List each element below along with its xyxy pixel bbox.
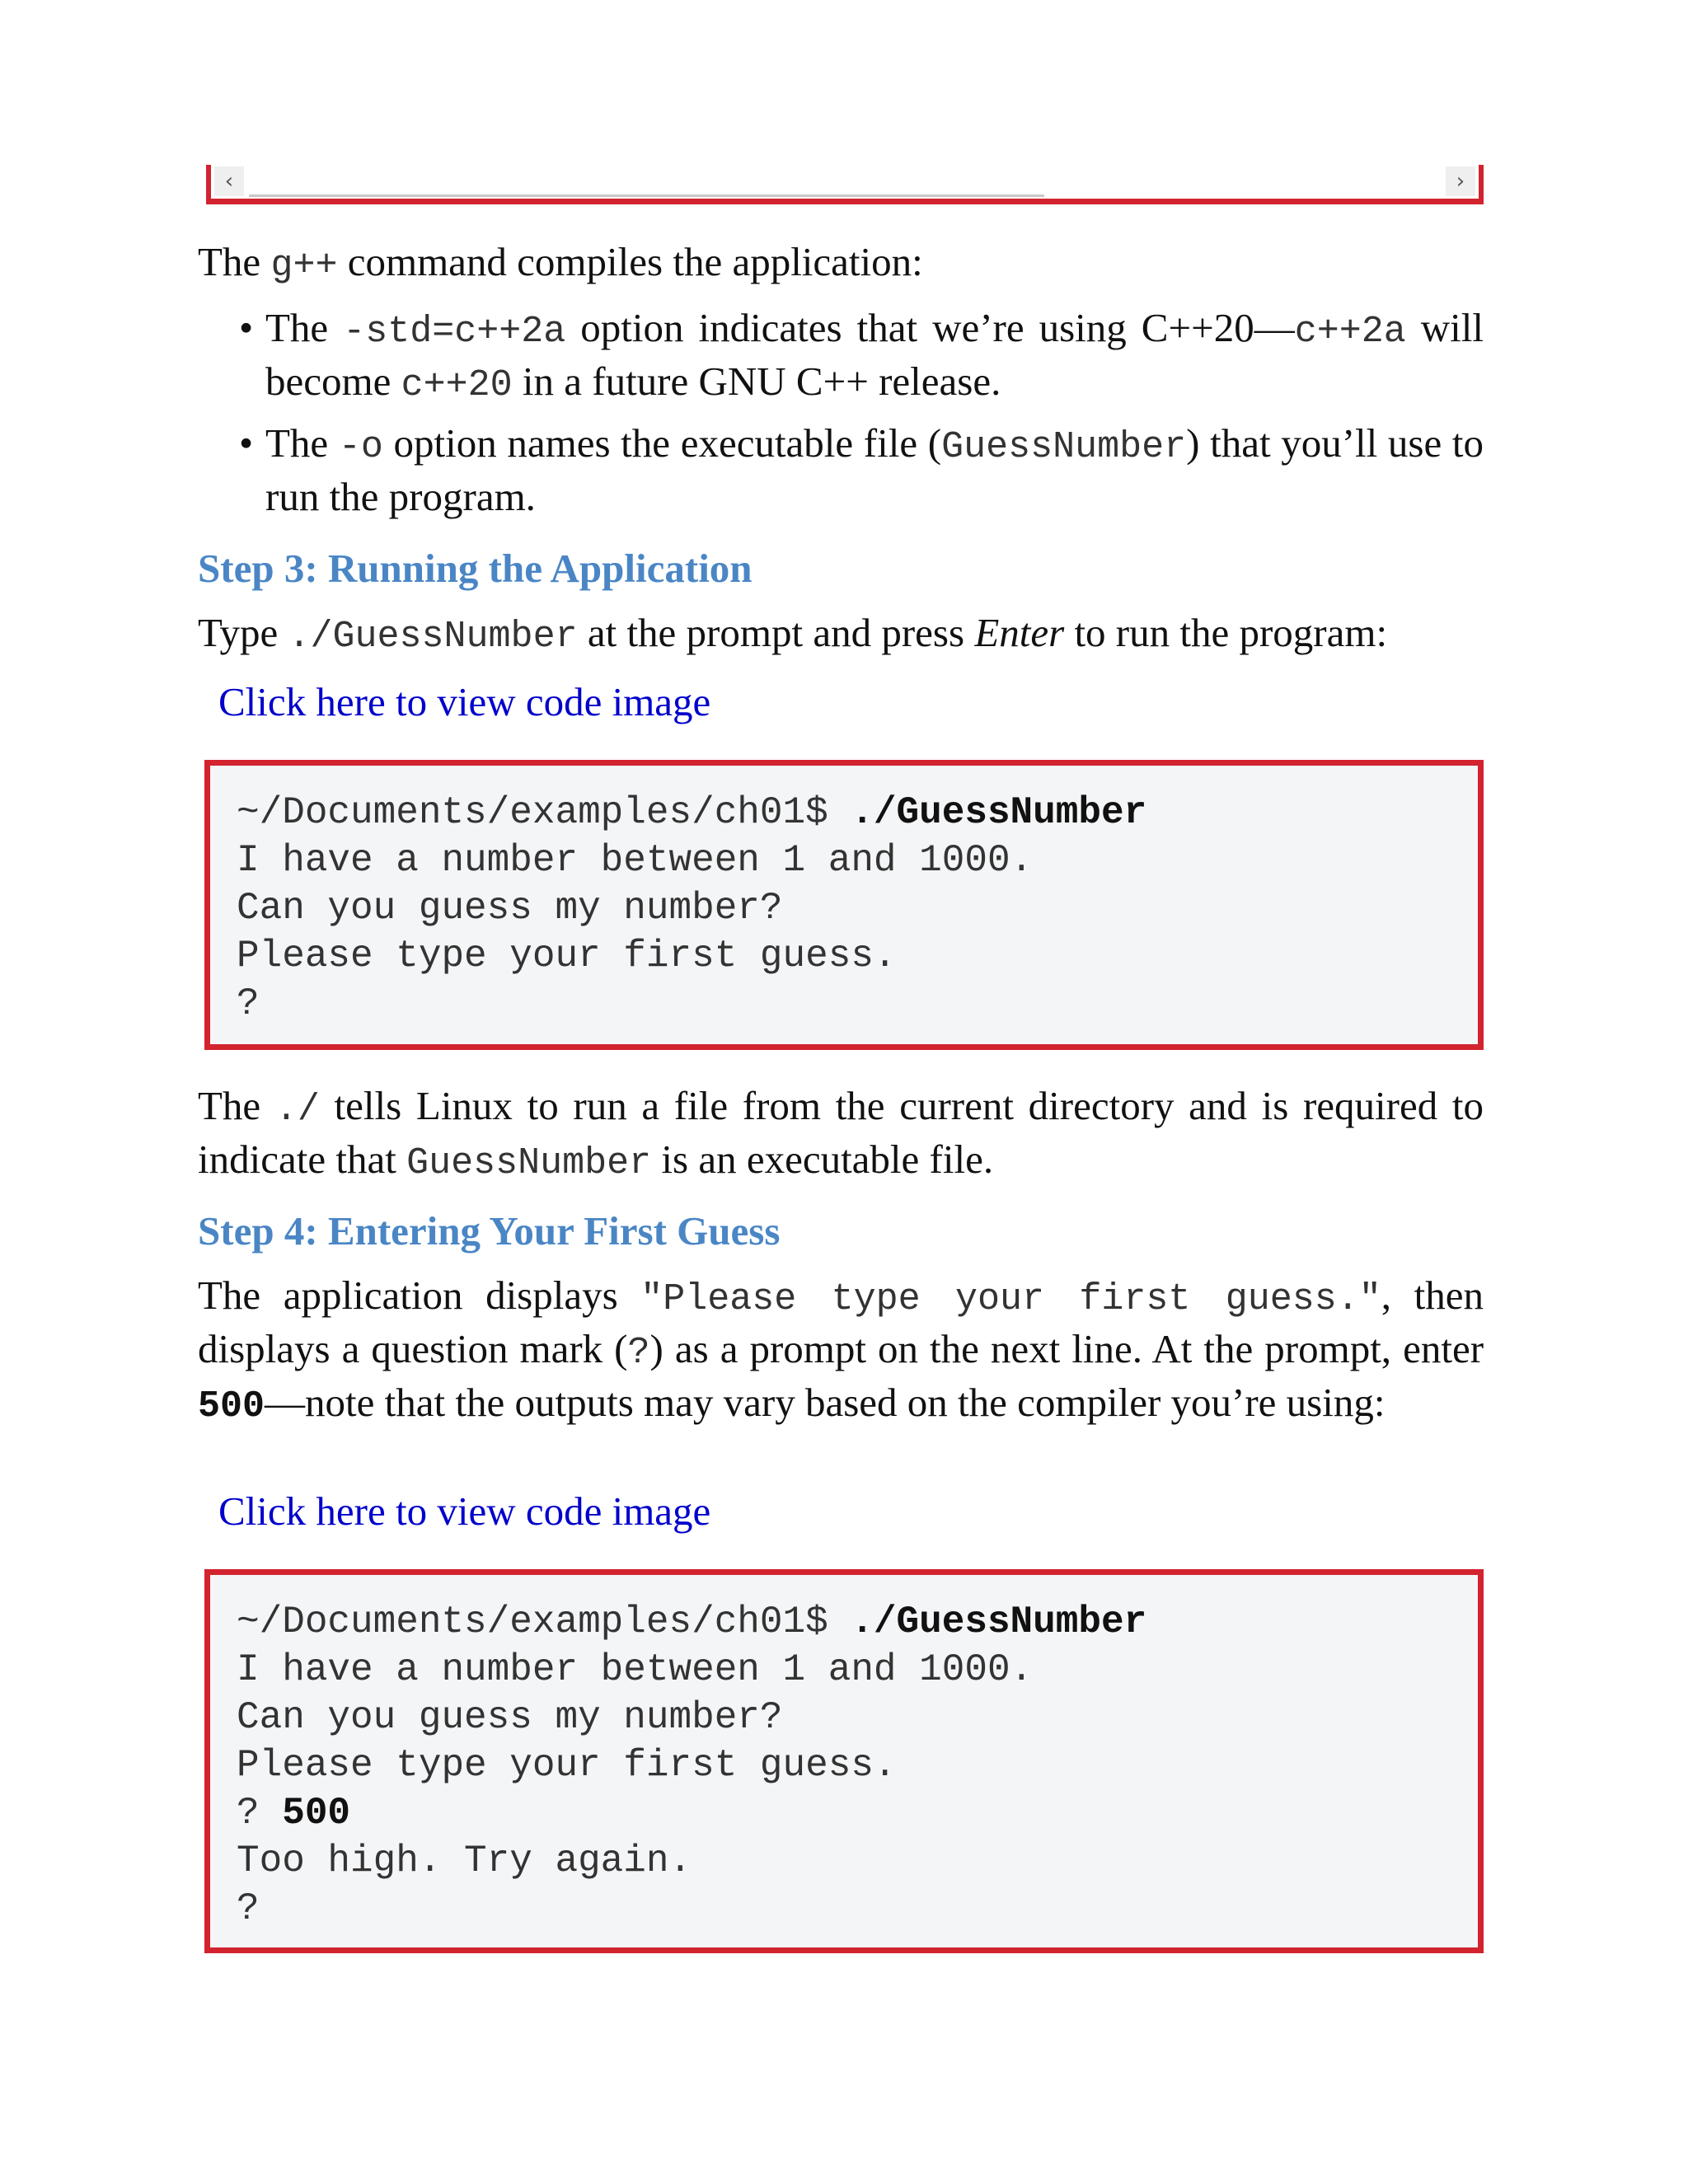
section-heading: Step 3: Running the Application: [198, 546, 753, 591]
inline-code: ./GuessNumber: [288, 616, 578, 658]
inline-code: g++: [270, 245, 338, 287]
code-line: ?: [237, 1887, 260, 1930]
code-block: [204, 1569, 1484, 1953]
code-line: Please type your first guess.: [237, 935, 897, 977]
code-line: Can you guess my number?: [237, 887, 783, 930]
explain-paragraph: The ./ tells Linux to run a file from the current directory and is required to indicate that GuessNumber is an executable file.: [198, 1083, 1484, 1184]
code-line: Too high. Try again.: [237, 1840, 692, 1882]
inline-code: c++20: [401, 364, 513, 406]
inline-code: ?: [627, 1332, 650, 1374]
list-item: • The -std=c++2a option indicates that we’re using C++20—c++2a will become c++20 in a future GNU C++ release.: [239, 305, 1484, 406]
view-code-image-link[interactable]: Click here to view code image: [218, 1488, 711, 1534]
inline-code: -o: [338, 426, 383, 468]
step3-paragraph: Type ./GuessNumber at the prompt and press Enter to run the program:: [198, 610, 1388, 658]
chevron-right-icon[interactable]: ›: [1446, 166, 1475, 196]
code-line: Can you guess my number?: [237, 1696, 783, 1739]
inline-code: 500: [198, 1385, 265, 1427]
inline-code: c++2a: [1294, 311, 1406, 353]
code-line: I have a number between 1 and 1000.: [237, 839, 1034, 882]
horizontal-scrollbar[interactable]: [211, 166, 1479, 196]
code-scroll-frame: [206, 165, 1484, 204]
intro-paragraph: The g++ command compiles the application:: [198, 239, 923, 287]
inline-code: -std=c++2a: [343, 311, 566, 353]
inline-code: ./: [274, 1089, 320, 1131]
inline-code: GuessNumber: [941, 426, 1187, 468]
bullet-icon: •: [239, 420, 254, 466]
inline-code: "Please type your first guess.": [640, 1278, 1381, 1320]
scrollbar-track[interactable]: [249, 194, 1044, 197]
list-item: • The -o option names the executable file (GuessNumber) that you’ll use to run the program.: [239, 420, 1484, 519]
section-heading: Step 4: Entering Your First Guess: [198, 1208, 781, 1254]
step4-paragraph: The application displays "Please type your first guess.", then displays a question mark (?) as a prompt on the next line. At the prompt, enter 500—note that the outputs may vary based on the compiler you’re using:: [198, 1272, 1484, 1427]
code-line: Please type your first guess.: [237, 1744, 897, 1787]
view-code-image-link[interactable]: Click here to view code image: [218, 679, 711, 724]
chevron-left-icon[interactable]: ‹: [214, 166, 244, 196]
code-line: ~/Documents/examples/ch01$ ./GuessNumber: [237, 791, 1147, 834]
code-block: [204, 760, 1484, 1050]
inline-code: GuessNumber: [406, 1142, 652, 1184]
code-line: ?: [237, 982, 260, 1025]
code-line: ~/Documents/examples/ch01$ ./GuessNumber: [237, 1601, 1147, 1643]
code-line: I have a number between 1 and 1000.: [237, 1648, 1034, 1691]
bullet-icon: •: [239, 305, 254, 350]
code-line: ? 500: [237, 1792, 351, 1835]
